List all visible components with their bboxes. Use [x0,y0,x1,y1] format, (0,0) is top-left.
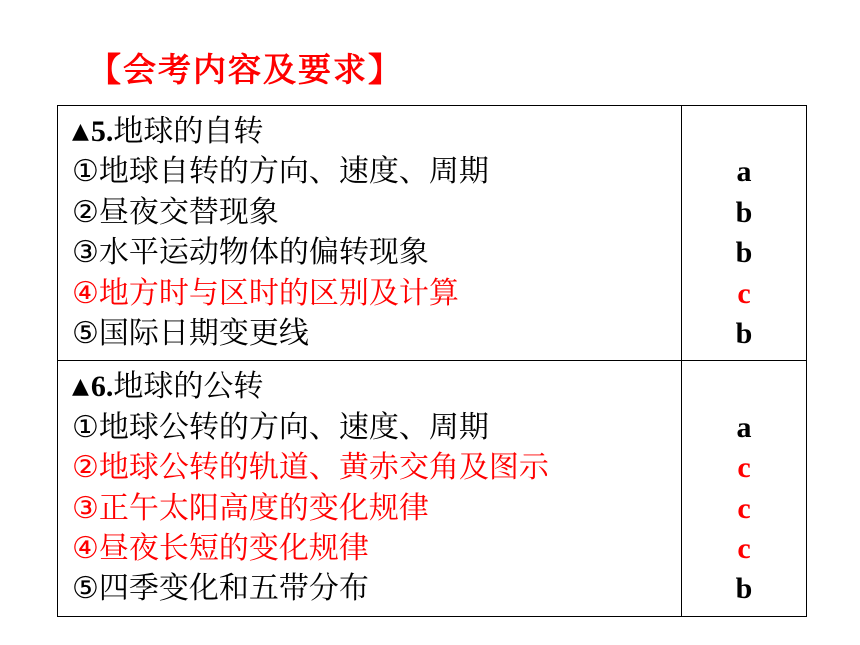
list-item: ③水平运动物体的偏转现象 [72,235,429,271]
level-spacer [682,112,806,152]
level-value: b [735,316,753,350]
list-item: ①地球自转的方向、速度、周期 [72,154,489,190]
section-5-content [58,106,682,361]
list-item: ②昼夜交替现象 [72,194,279,230]
list-item-highlighted: ④昼夜长短的变化规律 [72,530,369,566]
level-value: a [736,155,752,189]
level-value: b [735,236,753,270]
page-title: 【会考内容及要求】 [88,50,403,89]
section-6-number: 6. [90,370,114,404]
level-value: b [735,195,753,229]
list-item-highlighted: ②地球公转的轨道、黄赤交角及图示 [72,450,549,486]
level-value-highlighted: c [737,531,751,565]
level-spacer [682,367,806,407]
list-item: ⑤国际日期变更线 [72,315,309,351]
section-6-title: 地球的公转 [113,369,264,405]
section-6-levels [682,361,807,616]
section-row-6 [58,361,807,616]
level-value-highlighted: c [737,451,751,485]
section-5-heading [72,112,681,152]
section-6-content [58,361,682,616]
requirements-table [57,105,807,617]
section-5-number: 5. [90,115,114,148]
list-item: ⑤四季变化和五带分布 [72,571,369,607]
level-value: a [736,410,752,444]
list-item-highlighted: ④地方时与区时的区别及计算 [72,275,459,311]
list-item-highlighted: ③正午太阳高度的变化规律 [72,490,429,526]
level-value: b [735,572,753,606]
level-value-highlighted: c [737,276,751,310]
section-5-title: 地球的自转 [113,114,264,149]
triangle-icon: ▲ [72,119,89,144]
section-6-heading [72,367,681,407]
triangle-icon: ▲ [72,374,89,400]
section-row-5 [58,106,807,361]
list-item: ①地球公转的方向、速度、周期 [72,409,489,445]
level-value-highlighted: c [737,491,751,525]
section-5-levels [682,106,807,361]
